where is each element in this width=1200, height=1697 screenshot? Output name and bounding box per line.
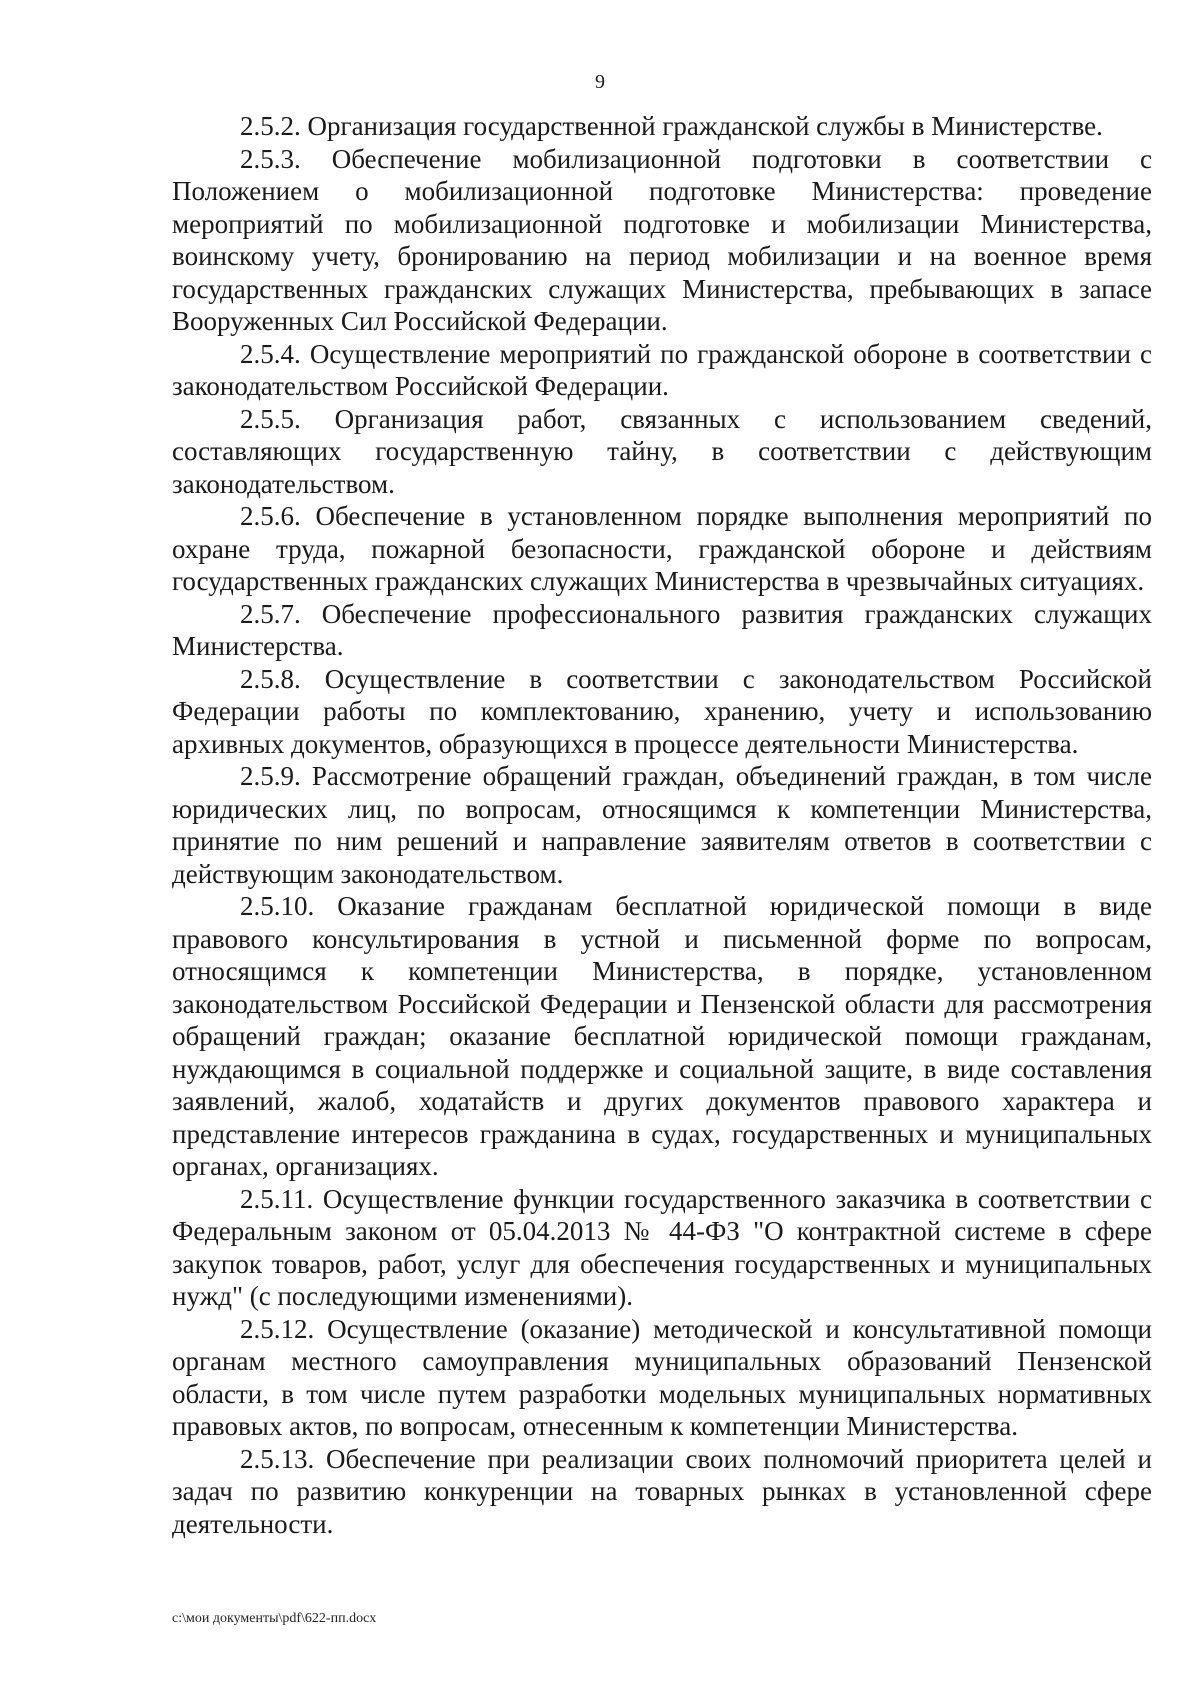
paragraph-2-5-13: 2.5.13. Обеспечение при реализации своих полномочий приоритета целей и задач по развитию конкуренции на товарных рынках в установленной сфере деятельности. (172, 1443, 1152, 1539)
paragraph-2-5-2: 2.5.2. Организация государственной гражданской службы в Министерстве. (240, 111, 1103, 141)
footer-file-path: c:\мои документы\pdf\622-пп.docx (172, 1611, 377, 1626)
paragraph-2-5-8: 2.5.8. Осуществление в соответствии с законодательством Российской Федерации работы по комплектованию, хранению, учету и использованию архивных документов, образующихся в процессе деятельности Министерства. (172, 663, 1152, 759)
paragraph-2-5-4: 2.5.4. Осуществление мероприятий по гражданской обороне в соответствии с законодательством Российской Федерации. (172, 338, 1152, 401)
paragraph-2-5-11: 2.5.11. Осуществление функции государственного заказчика в соответствии с Федеральным законом от 05.04.2013 № 44-ФЗ "О контрактной системе в сфере закупок товаров, работ, услуг для обеспечения государственных и муниципальных нужд" (с последующими изменениями). (172, 1183, 1152, 1311)
paragraph-2-5-6: 2.5.6. Обеспечение в установленном порядке выполнения мероприятий по охране труда, пожарной безопасности, гражданской обороне и действиям государственных гражданских служащих Министерства в чрезвычайных ситуациях. (172, 501, 1152, 596)
paragraph-2-5-9: 2.5.9. Рассмотрение обращений граждан, объединений граждан, в том числе юридических лиц, по вопросам, относящимся к компетенции Министерства, принятие по ним решений и направление заявителям ответов в соответствии с действующим законодательством. (172, 761, 1152, 889)
paragraph-2-5-12: 2.5.12. Осуществление (оказание) методической и консультативной помощи органам местного самоуправления муниципальных образований Пензенской области, в том числе путем разработки модельных муниципальных нормативных правовых актов, по вопросам, отнесенным к компетенции Министерства. (172, 1313, 1152, 1441)
paragraph-2-5-3: 2.5.3. Обеспечение мобилизационной подготовки в соответствии с Положением о мобилизационной подготовке Министерства: проведение мероприятий по мобилизационной подготовке и мобилизации Министерства, воинскому учету, бронированию на период мобилизации и на военное время государственных гражданских служащих Министерства, пребывающих в запасе Вооруженных Сил Российской Федерации. (172, 143, 1152, 336)
document-body (172, 110, 1152, 1540)
paragraph-2-5-7: 2.5.7. Обеспечение профессионального развития гражданских служащих Министерства. (172, 598, 1152, 661)
paragraph-2-5-5: 2.5.5. Организация работ, связанных с использованием сведений, составляющих государственную тайну, в соответствии с действующим законодательством. (172, 403, 1152, 499)
page-number: 9 (595, 71, 605, 93)
paragraph-2-5-10: 2.5.10. Оказание гражданам бесплатной юридической помощи в виде правового консультирования в устной и письменной форме по вопросам, относящимся к компетенции Министерства, в порядке, установленном законодательством Российской Федерации и Пензенской области для рассмотрения обращений граждан; оказание бесплатной юридической помощи гражданам, нуждающимся в социальной поддержке и социальной защите, в виде составления заявлений, жалоб, ходатайств и других документов правового характера и представление интересов гражданина в судах, государственных и муниципальных органах, организациях. (172, 891, 1152, 1181)
